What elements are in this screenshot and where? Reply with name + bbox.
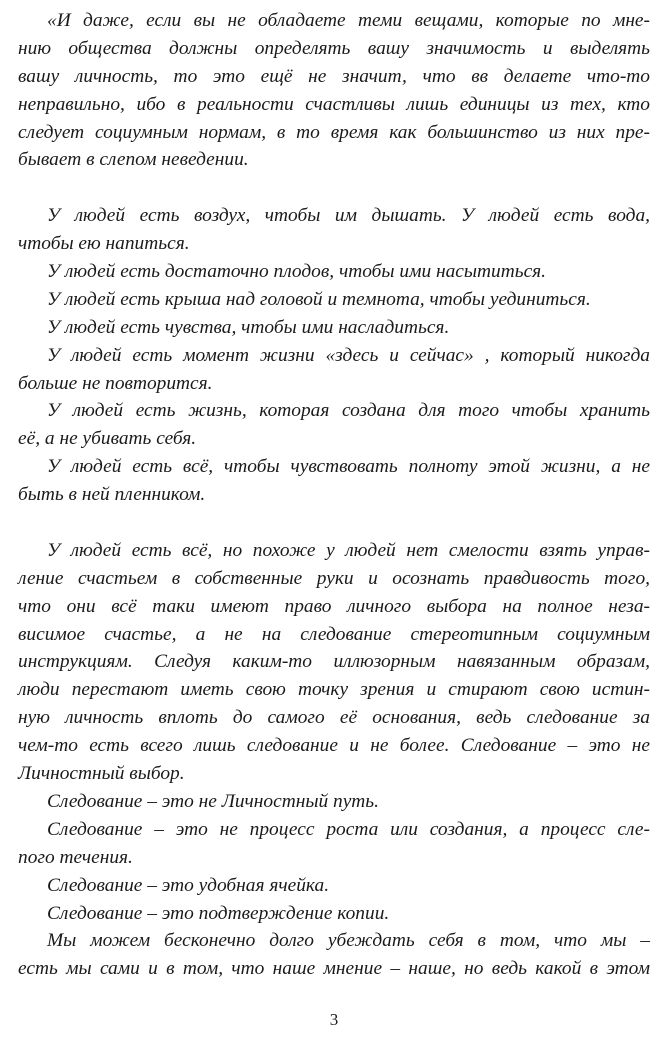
text-line: вашу личность, то это ещё не значит, что вв делаете что-то: [18, 65, 650, 87]
text-line: быть в ней пленником.: [18, 484, 206, 506]
text-line: ление счастьем в собственные руки и осознать правдивость того,: [18, 567, 650, 589]
text-line: Следование – это не Личностный путь.: [47, 790, 379, 812]
text-line: её, а не убивать себя.: [18, 428, 197, 450]
text-line: больше не повторится.: [18, 372, 213, 394]
text-line: У людей есть достаточно плодов, чтобы ими насытиться.: [47, 261, 547, 283]
page-number: 3: [329, 1010, 339, 1029]
text-line: У людей есть крыша над головой и темнота, чтобы уединиться.: [47, 288, 591, 310]
text-line: инструкциям. Следуя каким-то иллюзорным навязанным образам,: [18, 651, 650, 673]
paragraph-gap: [18, 174, 650, 202]
text-line: У людей есть воздух, чтобы им дышать. У людей есть вода,: [47, 205, 650, 227]
text-line: У людей есть всё, чтобы чувствовать полноту этой жизни, а не: [47, 456, 650, 478]
text-line: что они всё таки имеют право личного выбора на полное неза-: [18, 595, 650, 617]
text-line: У людей есть жизнь, которая создана для того чтобы хранить: [47, 400, 650, 422]
text-line: Мы можем бесконечно долго убеждать себя в том, что мы –: [47, 930, 650, 952]
text-line: Следование – это подтверждение копии.: [47, 902, 390, 924]
text-line: У людей есть чувства, чтобы ими насладиться.: [47, 316, 450, 338]
text-line: висимое счастье, а не на следование стереотипным социумным: [18, 623, 650, 645]
text-line: пого течения.: [18, 846, 133, 868]
text-line: ную личность вплоть до самого её основания, ведь следование за: [18, 707, 650, 729]
text-line: нию общества должны определять вашу значимость и выделять: [18, 37, 650, 59]
text-line: чем-то есть всего лишь следование и не более. Следование – это не: [18, 735, 650, 757]
text-line: Следование – это не процесс роста или создания, а процесс сле-: [47, 818, 650, 840]
text-line: У людей есть момент жизни «здесь и сейчас» , который никогда: [47, 344, 650, 366]
text-line: бывает в слепом неведении.: [18, 149, 249, 171]
text-line: Следование – это удобная ячейка.: [47, 874, 330, 896]
text-line: люди перестают иметь свою точку зрения и стирают свою истин-: [18, 679, 650, 701]
text-line: неправильно, ибо в реальности счастливы лишь единицы из тех, кто: [18, 93, 650, 115]
text-line: есть мы сами и в том, что наше мнение – наше, но ведь какой в этом: [18, 958, 650, 980]
body-text: [18, 7, 650, 983]
text-line: «И даже, если вы не обладаете теми вещами, которые по мне-: [47, 10, 650, 31]
text-line: Личностный выбор.: [18, 763, 185, 785]
text-line: следует социумным нормам, в то время как большинство из них пре-: [18, 121, 650, 143]
text-line: У людей есть всё, но похоже у людей нет смелости взять управ-: [47, 539, 650, 561]
paragraph-gap: [18, 509, 650, 537]
text-line: чтобы ею напиться.: [18, 233, 190, 255]
